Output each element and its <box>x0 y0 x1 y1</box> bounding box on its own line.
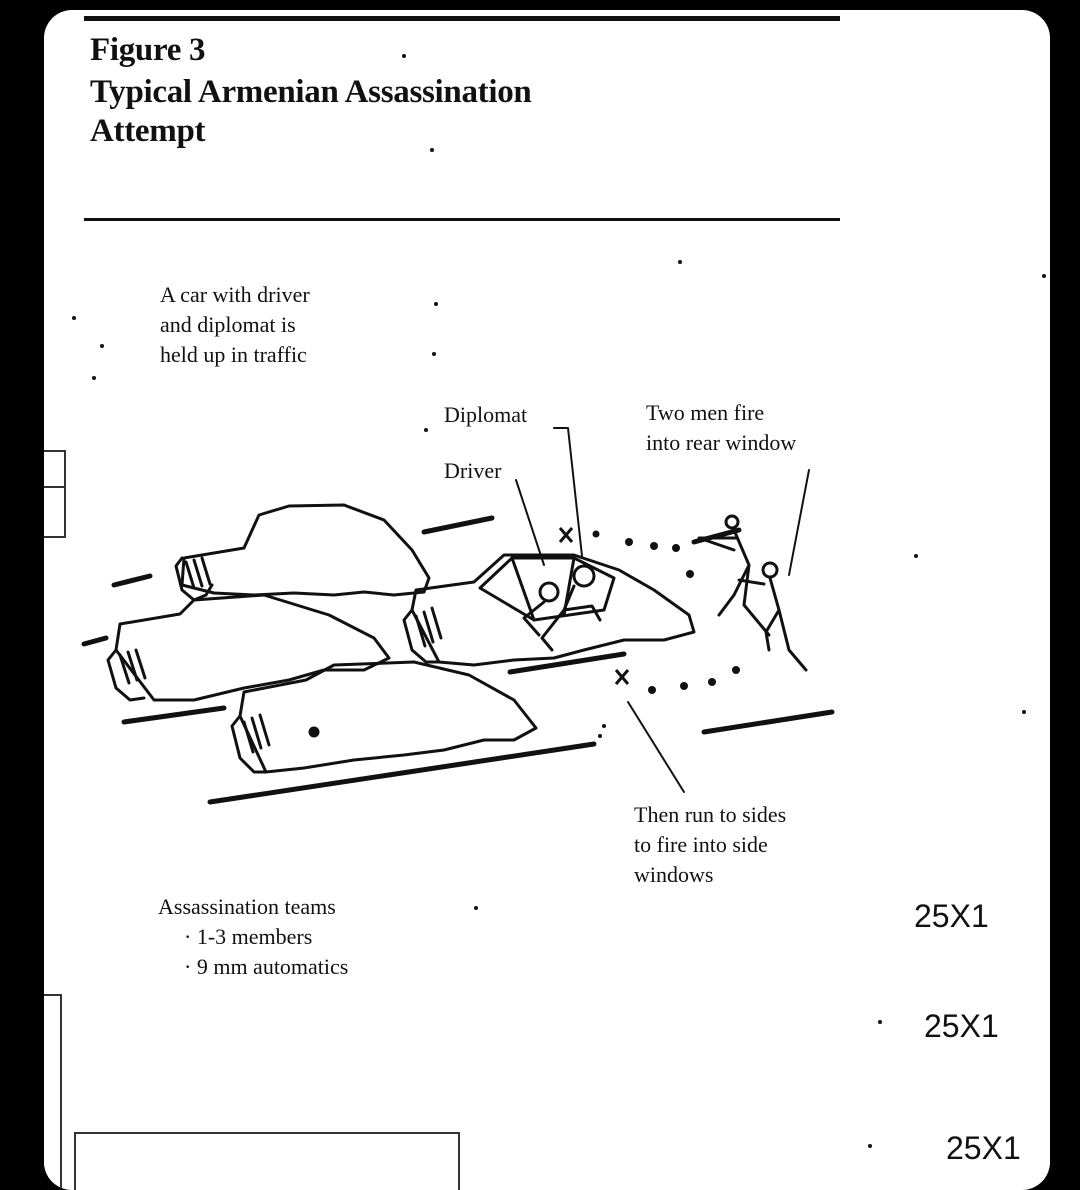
teams-item-1: · 1-3 members <box>184 924 313 949</box>
parked-car-icon <box>176 505 429 600</box>
caption-two-men-2: into rear window <box>646 430 797 455</box>
gunman-icon <box>694 516 806 670</box>
caption-run-sides-2: to fire into side <box>634 832 768 857</box>
figure-title-line1: Typical Armenian Assassination <box>90 74 532 110</box>
teams-item-2-text: 9 mm automatics <box>196 954 349 979</box>
teams-item-2: · 9 mm automatics <box>184 954 349 979</box>
bullet-trail-icon <box>593 531 741 739</box>
figure-number: Figure 3 <box>90 32 206 68</box>
classification-stamp-2: 25X1 <box>924 1008 999 1044</box>
parked-car-icon <box>232 662 536 772</box>
caption-diplomat: Diplomat <box>444 402 528 427</box>
parked-car-icon <box>108 595 389 700</box>
assassination-illustration <box>44 10 1050 1181</box>
target-car-icon <box>404 555 694 665</box>
caption-run-sides-1: Then run to sides <box>634 802 787 827</box>
caption-car-held-3: held up in traffic <box>160 342 307 367</box>
classification-stamp-3: 25X1 <box>946 1130 1021 1166</box>
caption-car-held-1: A car with driver <box>160 282 310 307</box>
caption-two-men-1: Two men fire <box>646 400 765 425</box>
figure-title-line2: Attempt <box>90 113 206 149</box>
caption-driver: Driver <box>444 458 502 483</box>
classification-stamp-1: 25X1 <box>914 898 989 934</box>
document-page <box>44 10 1050 1190</box>
caption-run-sides-3: windows <box>634 862 714 887</box>
teams-heading: Assassination teams <box>158 894 336 919</box>
caption-car-held-2: and diplomat is <box>160 312 296 337</box>
teams-item-1-text: 1-3 members <box>196 924 313 949</box>
